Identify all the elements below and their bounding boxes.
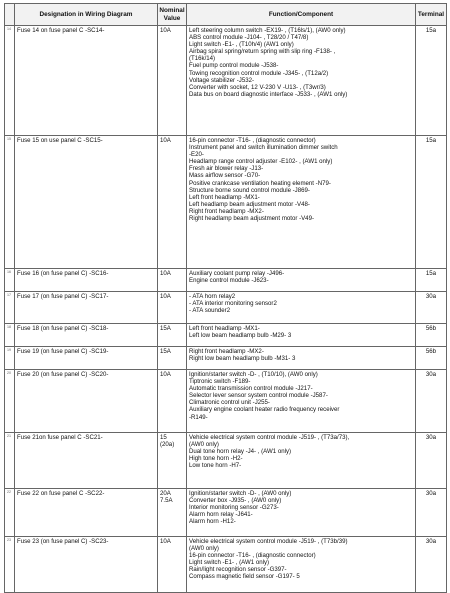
function-line: Selector lever sensor system control module -J587- [189,392,328,400]
row-index: 22 [5,489,15,537]
nominal-value-cell [158,292,187,324]
terminal-cell: 30a [416,489,447,537]
function-line: Compass magnetic field sensor -G197- 5 [189,573,300,581]
header-nominal-line: Nominal [159,7,185,15]
table-row [5,537,447,593]
designation-cell: Fuse 22 on fuse panel C -SC22- [15,489,158,537]
function-line: Right front headlamp -MX2- [189,207,264,215]
function-line: (AW0 only) [189,441,219,449]
terminal-cell: 30a [416,292,447,324]
designation-cell: Fuse 21on fuse panel C -SC21- [15,433,158,489]
function-cell [187,324,416,347]
function-line: ABS control module -J104- , T28/20 / T47/8) [189,34,309,42]
function-line: Alarm horn -H12- [189,518,236,526]
row-index: 15 [5,136,15,269]
function-line: Data bus on board diagnostic interface -J533- , (AW1 only) [189,90,348,98]
table-row [5,269,447,292]
function-line: Light switch -E1- , (AW1 only) [189,559,270,567]
terminal-cell: 15a [416,26,447,136]
function-line: Left headlamp beam adjustment motor -V48- [189,200,310,208]
header-designation: Designation in Wiring Diagram [15,4,158,26]
function-line: Converter with socket, 12 V-230 V -U13- , (T3wr/3) [189,83,326,91]
nominal-value-line: 7.5A [160,497,173,505]
table-row [5,324,447,347]
function-line: Engine control module -J623- [189,277,269,285]
function-line: Auxiliary coolant pump relay -J496- [189,270,285,277]
function-line: Low tone horn -H7- [189,462,242,470]
function-line: - ATA sounder2 [189,307,231,315]
nominal-value-line: 15 [160,434,167,441]
row-index: 14 [5,26,15,136]
table-row [5,489,447,537]
nominal-value-line: 15A [160,348,171,355]
table-row [5,433,447,489]
function-line: Right headlamp beam adjustment motor -V49- [189,215,314,223]
function-line: Converter box -J935- , (AW0 only) [189,497,282,505]
designation-cell: Fuse 18 (on fuse panel C) -SC18- [15,324,158,347]
function-line: Fresh air blower relay -J13- [189,165,264,173]
function-cell [187,269,416,292]
terminal-cell: 56b [416,347,447,370]
nominal-value-cell [158,537,187,593]
designation-cell: Fuse 23 (on fuse panel C) -SC23- [15,537,158,593]
function-line: Left front headlamp -MX1- [189,325,260,332]
function-line: Instrument panel and switch illumination dimmer switch [189,144,338,152]
function-line: Right front headlamp -MX2- [189,348,264,355]
terminal-cell: 30a [416,370,447,433]
function-line: Rain/light recognition sensor -G397- [189,566,287,574]
header-function: Function/Component [187,4,416,26]
row-index: 17 [5,292,15,324]
nominal-value-line: 15A [160,325,171,332]
nominal-value-line: 10A [160,371,171,378]
nominal-value-cell [158,26,187,136]
designation-cell: Fuse 19 (on fuse panel C) -SC19- [15,347,158,370]
row-index: 23 [5,537,15,593]
function-line: (T16k/14) [189,55,216,63]
function-line: - ATA horn relay2 [189,293,236,300]
function-cell [187,292,416,324]
table-row [5,26,447,136]
function-line: Left steering column switch -EX19- , (T16ls/1), (AW0 only) [189,27,346,34]
function-line: 16-pin connector -T16- , (diagnostic connector) [189,552,316,560]
function-line: -E20- [189,151,204,159]
function-line: Vehicle electrical system control module -J519- , (T73b/39) [189,538,348,545]
nominal-value-line: 10A [160,293,171,300]
function-line: (AW0 only) [189,545,219,553]
nominal-value-cell [158,269,187,292]
nominal-value-line: 10A [160,137,171,144]
function-cell [187,537,416,593]
function-cell [187,136,416,269]
nominal-value-cell [158,370,187,433]
function-line: Ignition/starter switch -D- , (T10/10), (AW0 only) [189,371,318,378]
function-cell [187,433,416,489]
nominal-value-cell [158,433,187,489]
function-line: Auxiliary engine coolant heater radio frequency receiver [189,406,340,414]
fuse-table-body [5,26,447,593]
function-cell [187,26,416,136]
function-line: Tiptronic switch -F189- [189,378,251,386]
function-line: Positive crankcase ventilation heating element -N79- [189,179,331,187]
nominal-value-cell [158,489,187,537]
function-line: - ATA interior monitoring sensor2 [189,300,277,308]
table-row [5,347,447,370]
terminal-cell: 30a [416,537,447,593]
nominal-value-cell [158,347,187,370]
row-index: 18 [5,324,15,347]
terminal-cell: 30a [416,433,447,489]
function-line: Ignition/starter switch -D- , (AW0 only) [189,490,292,497]
function-line: Alarm horn relay -J641- [189,511,253,519]
terminal-cell: 15a [416,136,447,269]
function-line: Towing recognition control module -J345- , (T12a/2) [189,69,329,77]
row-index: 21 [5,433,15,489]
designation-cell: Fuse 17 (on fuse panel C) -SC17- [15,292,158,324]
function-cell [187,347,416,370]
function-cell [187,489,416,537]
function-cell [187,370,416,433]
function-line: Mass airflow sensor -G70- [189,172,261,180]
function-line: Headlamp range control adjuster -E102- , (AW1 only) [189,158,333,166]
function-line: Interior monitoring sensor -G273- [189,504,279,512]
nominal-value-line: 10A [160,27,171,34]
nominal-value-cell [158,324,187,347]
function-line: Automatic transmission control module -J217- [189,385,313,393]
function-line: -R149- [189,413,208,421]
function-line: Fuel pump control module -J538- [189,62,279,70]
designation-cell: Fuse 16 (on fuse panel C) -SC16- [15,269,158,292]
nominal-value-line: (20a) [160,441,175,449]
row-index: 19 [5,347,15,370]
function-line: Climatronic control unit -J255- [189,399,270,407]
header-row [5,4,447,26]
function-line: Left front headlamp -MX1- [189,193,260,201]
function-line: Voltage stabilizer -J532- [189,76,255,84]
terminal-cell: 15a [416,269,447,292]
nominal-value-line: 10A [160,538,171,545]
function-line: Right low beam headlamp bulb -M31- 3 [189,355,296,363]
header-terminal: Terminal [416,4,447,26]
table-row [5,370,447,433]
nominal-value-line: 10A [160,270,171,277]
header-nominal-value [158,4,187,26]
designation-cell: Fuse 15 on use panel C -SC15- [15,136,158,269]
table-row [5,136,447,269]
header-value-line: Value [163,14,181,22]
row-index: 16 [5,269,15,292]
function-line: Left low beam headlamp bulb -M29- 3 [189,332,292,340]
function-line: Dual tone horn relay -J4- , (AW1 only) [189,448,292,456]
terminal-cell: 56b [416,324,447,347]
header-index [5,4,15,26]
table-row [5,292,447,324]
function-line: Airbag spiral spring/return spring with slip ring -F138- , [189,48,336,56]
function-line: 16-pin connector -T16- , (diagnostic connector) [189,137,316,144]
function-line: Structure borne sound control module -J869- [189,186,310,194]
function-line: Light switch -E1- , (T10h/4) (AW1 only) [189,41,294,49]
fuse-table [4,3,447,593]
designation-cell: Fuse 20 (on fuse panel C) -SC20- [15,370,158,433]
function-line: Vehicle electrical system control module -J519- , (T73a/73), [189,434,350,441]
nominal-value-line: 20A [160,490,171,497]
function-line: High tone horn -H2- [189,455,243,463]
designation-cell: Fuse 14 on fuse panel C -SC14- [15,26,158,136]
row-index: 20 [5,370,15,433]
nominal-value-cell [158,136,187,269]
